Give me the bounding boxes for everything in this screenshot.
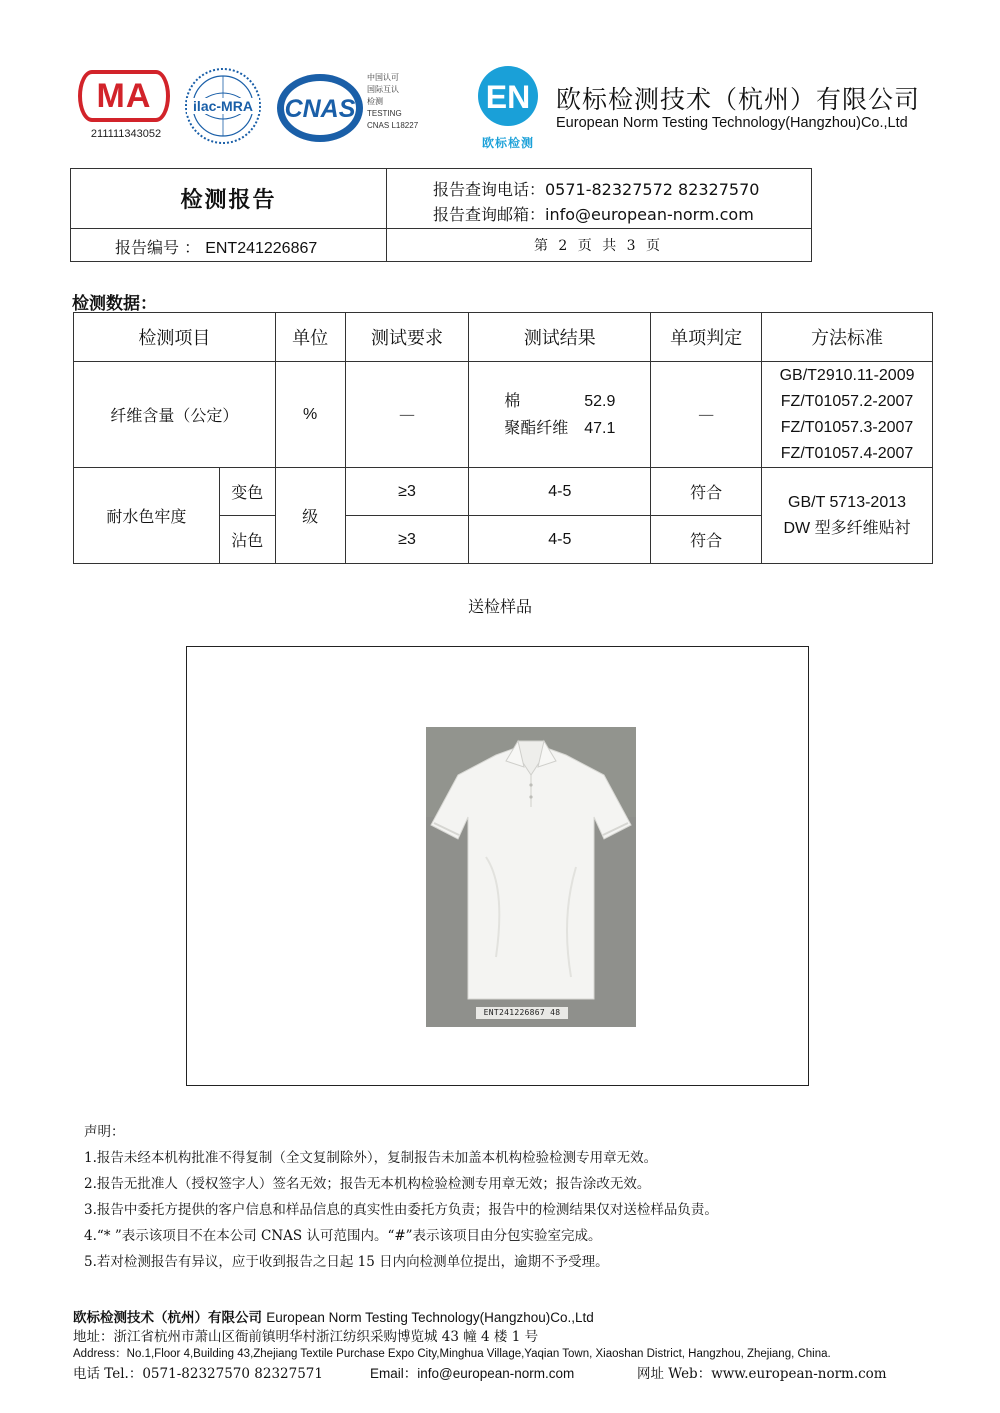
water-item: 耐水色牢度 [74,468,220,564]
report-number-value: ENT241226867 [205,240,318,257]
cnas-side-text [367,72,437,132]
polo-shirt-image [426,727,636,1027]
footer-company [73,1306,594,1326]
declaration-item: 5.若对检测报告有异议，应于收到报告之日起 15 日内向检测单位提出，逾期不予受理。 [84,1254,609,1270]
footer-address-en: Address：No.1,Floor 4,Building 43,Zhejiang Textile Purchase Expo City,Minghua Village,Yaqian Town, Xiaoshan District, Hangzhou, Zhejiang, China. [73,1348,831,1360]
en-caption: 欧标检测 [481,136,534,150]
col-header-item: 检测项目 [74,313,276,362]
report-number [115,235,317,258]
cnas-side-line: 国际互认 [367,85,399,94]
report-number-label: 报告编号 ： [115,238,201,257]
fiber-result [469,362,651,468]
footer-tel: 电话 Tel.：0571-82327570 82327571 [73,1366,323,1382]
cnas-side-line: TESTING [367,109,402,118]
section-title: 检测数据： [72,294,157,314]
footer-company-cn: 欧标检测技术（杭州）有限公司 [73,1310,262,1326]
water-judgement: 符合 [651,468,762,516]
footer-web: 网址 Web：www.european-norm.com [637,1366,887,1382]
sample-photo [426,727,636,1027]
report-header-box [70,168,812,262]
water-judgement: 符合 [651,516,762,564]
water-sub-item: 变色 [219,468,275,516]
fiber-value: 52.9 [584,392,616,410]
fiber-requirement: — [345,362,469,468]
standard-line: FZ/T01057.3-2007 [780,418,914,436]
cnas-text: CNAS [284,95,356,123]
inquiry-email: 报告查询邮箱：info@european-norm.com [433,205,754,224]
company-name-cn: 欧标检测技术（杭州）有限公司 [556,85,921,114]
standard-line: GB/T 5713-2013 [788,493,907,511]
company-name-en: European Norm Testing Technology(Hangzhou)Co.,Ltd [556,115,908,131]
ilac-mra-logo [183,66,263,146]
fiber-unit: % [275,362,345,468]
table-header-row [74,313,933,362]
cma-number: 211111343052 [90,128,162,140]
en-mark: EN [485,79,531,115]
fiber-judgement: — [651,362,762,468]
test-data-table [73,312,933,564]
page-info: 第 2 页 共 3 页 [533,238,664,254]
standard-line: FZ/T01057.2-2007 [780,392,914,410]
water-standards [762,468,933,564]
footer-company-en: European Norm Testing Technology(Hangzhou)Co.,Ltd [266,1310,594,1325]
inquiry-phone: 报告查询电话：0571-82327572 82327570 [433,180,760,199]
standard-line: FZ/T01057.4-2007 [780,444,914,462]
footer-email: Email：info@european-norm.com [370,1366,575,1381]
water-unit: 级 [275,468,345,564]
cma-logo [78,70,174,146]
standard-line: DW 型多纤维贴衬 [783,519,911,537]
report-title: 检测报告 [180,188,277,213]
standard-line: GB/T2910.11-2009 [779,366,915,384]
declaration-item: 1.报告未经本机构批准不得复制（全文复制除外），复制报告未加盖本机构检验检测专用章无效。 [84,1150,658,1166]
water-result: 4-5 [469,468,651,516]
col-header-unit: 单位 [275,313,345,362]
table-row [74,468,933,516]
en-logo [472,64,544,148]
footer-address-cn: 地址：浙江省杭州市萧山区衙前镇明华村浙江纺织采购博览城 43 幢 4 楼 1 号 [73,1329,539,1345]
col-header-judgement: 单项判定 [651,313,762,362]
cnas-side-line: 检测 [367,97,383,106]
sample-caption: 送检样品 [467,597,532,616]
col-header-requirement: 测试要求 [345,313,469,362]
cnas-side-line: CNAS L18227 [367,121,419,130]
table-row [74,362,933,468]
water-sub-item: 沾色 [219,516,275,564]
declaration-item: 3.报告中委托方提供的客户信息和样品信息的真实性由委托方负责；报告中的检测结果仅对送检样品负责。 [84,1202,718,1218]
water-requirement: ≥3 [345,516,469,564]
cnas-logo [275,72,365,144]
cma-mark: MA [78,70,170,122]
fiber-item: 纤维含量（公定） [74,362,276,468]
fiber-name: 聚酯纤维 [504,417,569,437]
cnas-side-line: 中国认可 [367,73,399,82]
water-requirement: ≥3 [345,468,469,516]
col-header-standard: 方法标准 [762,313,933,362]
water-result: 4-5 [469,516,651,564]
declaration-item: 4.“* ”表示该项目不在本公司 CNAS 认可范围内。“#”表示该项目由分包实验室完成。 [84,1228,602,1244]
sample-label: ENT241226867 48 [476,1007,568,1019]
fiber-value: 47.1 [584,419,616,437]
fiber-standards [762,362,933,468]
declaration-item: 2.报告无批准人（授权签字人）签名无效；报告无本机构检验检测专用章无效；报告涂改无效。 [84,1176,651,1192]
col-header-result: 测试结果 [469,313,651,362]
fiber-name: 棉 [504,390,521,410]
declaration-title: 声明： [84,1124,125,1140]
ilac-mra-text: ilac-MRA [193,98,253,114]
